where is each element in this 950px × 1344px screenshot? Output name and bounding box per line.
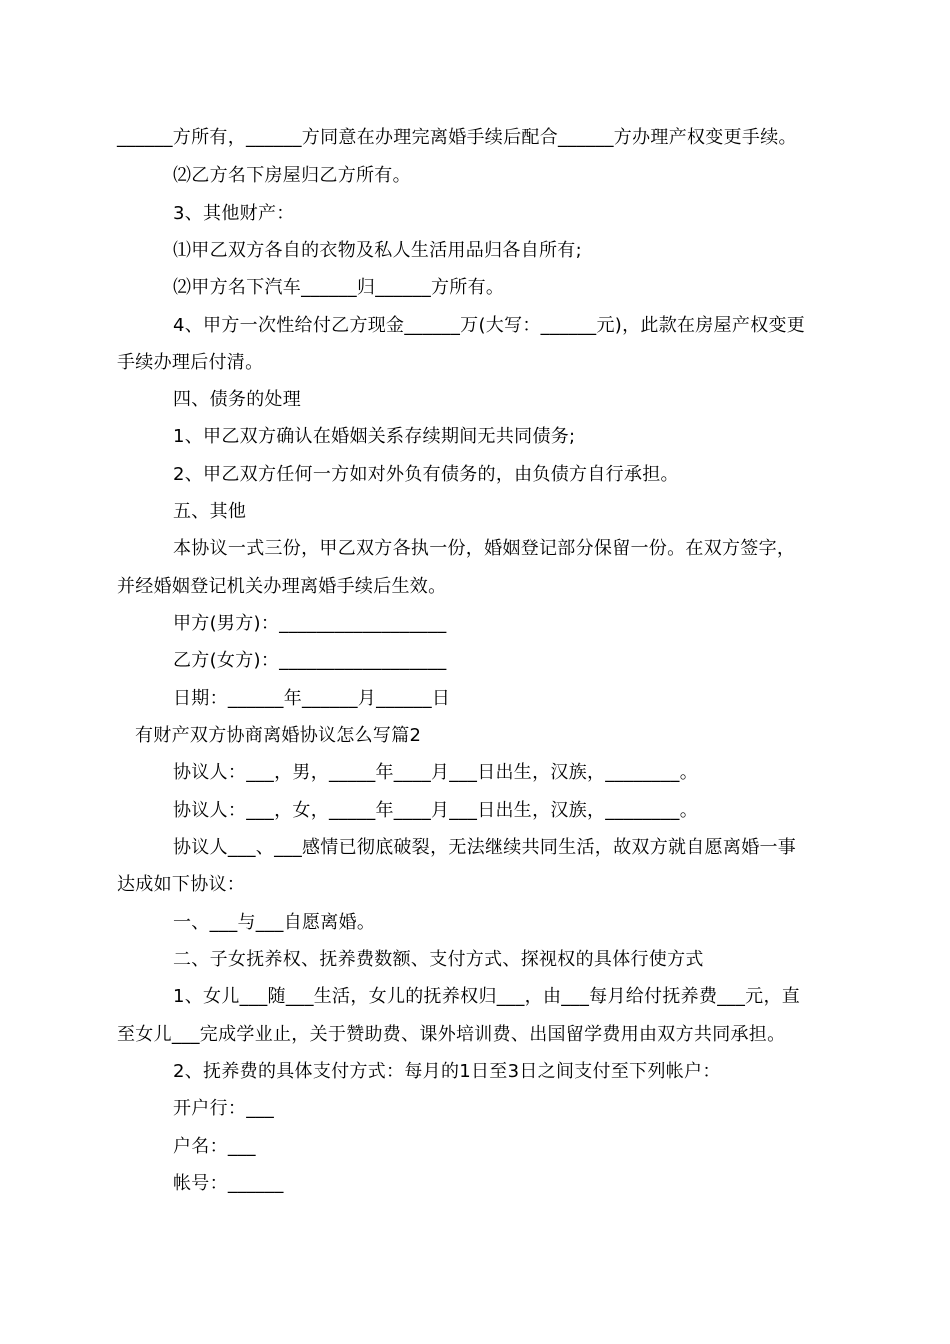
section-heading: 二、子女抚养权、抚养费数额、支付方式、探视权的具体行使方式 — [173, 949, 704, 970]
text-line: 本协议一式三份，甲乙双方各执一份，婚姻登记部分保留一份。在双方签字， — [173, 538, 796, 559]
text-line: ⑴甲乙双方各自的衣物及私人生活用品归各自所有; — [173, 240, 582, 261]
text-line: 3、其他财产： — [173, 203, 295, 224]
text-line: ⑵乙方名下房屋归乙方所有。 — [173, 165, 411, 186]
text-line: 协议人___、___感情已彻底破裂，无法继续共同生活，故双方就自愿离婚一事 — [173, 837, 797, 858]
article-title: 有财产双方协商离婚协议怎么写篇2 — [135, 725, 422, 746]
signature-line-party-a: 甲方(男方)：__________________ — [173, 613, 447, 634]
signature-line-party-b: 乙方(女方)：__________________ — [173, 650, 447, 671]
text-line: ______方所有，______方同意在办理完离婚手续后配合______方办理产权变更手续。 — [117, 127, 797, 148]
text-line: 达成如下协议： — [117, 874, 246, 895]
text-line: 至女儿___完成学业止，关于赞助费、课外培训费、出国留学费用由双方共同承担。 — [117, 1024, 786, 1045]
text-line: 1、女儿___随___生活，女儿的抚养权归___，由___每月给付抚养费___元，直 — [173, 986, 801, 1007]
section-heading: 五、其他 — [173, 501, 247, 522]
text-line: 帐号：______ — [173, 1173, 284, 1194]
text-line: 并经婚姻登记机关办理离婚手续后生效。 — [117, 576, 447, 597]
text-line: 2、抚养费的具体支付方式：每月的1日至3日之间支付至下列帐户： — [173, 1061, 721, 1082]
text-line: 开户行：___ — [173, 1098, 275, 1119]
text-line: 一、___与___自愿离婚。 — [173, 912, 376, 933]
text-line: 户名：___ — [173, 1136, 256, 1157]
section-heading: 四、债务的处理 — [173, 389, 302, 410]
text-line: 4、甲方一次性给付乙方现金______万(大写：______元)，此款在房屋产权变更 — [173, 315, 806, 336]
text-line: 2、甲乙双方任何一方如对外负有债务的，由负债方自行承担。 — [173, 464, 679, 485]
text-line: 1、甲乙双方确认在婚姻关系存续期间无共同债务; — [173, 426, 576, 447]
text-line: 协议人：___，女，_____年____月___日出生，汉族，________。 — [173, 800, 698, 821]
text-line: ⑵甲方名下汽车______归______方所有。 — [173, 277, 505, 298]
text-line: 手续办理后付清。 — [117, 352, 264, 373]
date-line: 日期：______年______月______日 — [173, 688, 451, 709]
text-line: 协议人：___，男，_____年____月___日出生，汉族，________。 — [173, 762, 698, 783]
